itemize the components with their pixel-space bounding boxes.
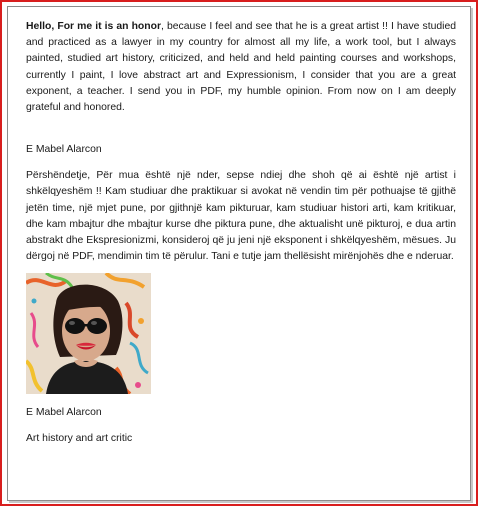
letter-content <box>26 19 456 447</box>
english-body: , because I feel and see that he is a great artist !! I have studied and practiced as a lawyer in my country for almost all my life, a work tool, but I always painted, studied art history, criticized, and held and held painting courses and workshops, currently I paint, I love abstract art and Expressionism, I consider that you are a great exponent, a teacher. I send you in PDF, my humble opinion. From now on I am deeply grateful and honored. <box>26 21 457 114</box>
author-photo <box>26 273 151 394</box>
document-page <box>7 6 471 501</box>
signature-2: E Mabel Alarcon <box>26 407 102 419</box>
signature-1: E Mabel Alarcon <box>26 144 102 156</box>
english-greeting: Hello, For me it is an honor <box>26 21 162 32</box>
albanian-paragraph: Përshëndetje, Për mua është një nder, sepse ndiej dhe shoh që ai është një artist i shkëlqyeshëm !! Kam studiuar dhe praktikuar si avokat në vendin tim për pothuajse të gjithë jetën time, një mjet pune, por gjithnjë kam pikturuar, kam studiuar histori arti, kam kritikuar, dhe kam mbajtur dhe mbajtur kurse dhe piktura pune, dhe aktualisht unë pikturoj, e dua artin abstrakt dhe Ekspresionizmi, konsideroj që ju jeni një eksponent i shkëlqyeshëm, mësues. Ju dërgoj në PDF, mendimin tim të përulur. Tani e tutje jam thellësisht mirënjohës dhe e nderuar. <box>26 170 456 263</box>
author-title: Art history and art critic <box>26 433 133 445</box>
portrait-image <box>26 273 151 394</box>
english-paragraph <box>26 19 456 116</box>
